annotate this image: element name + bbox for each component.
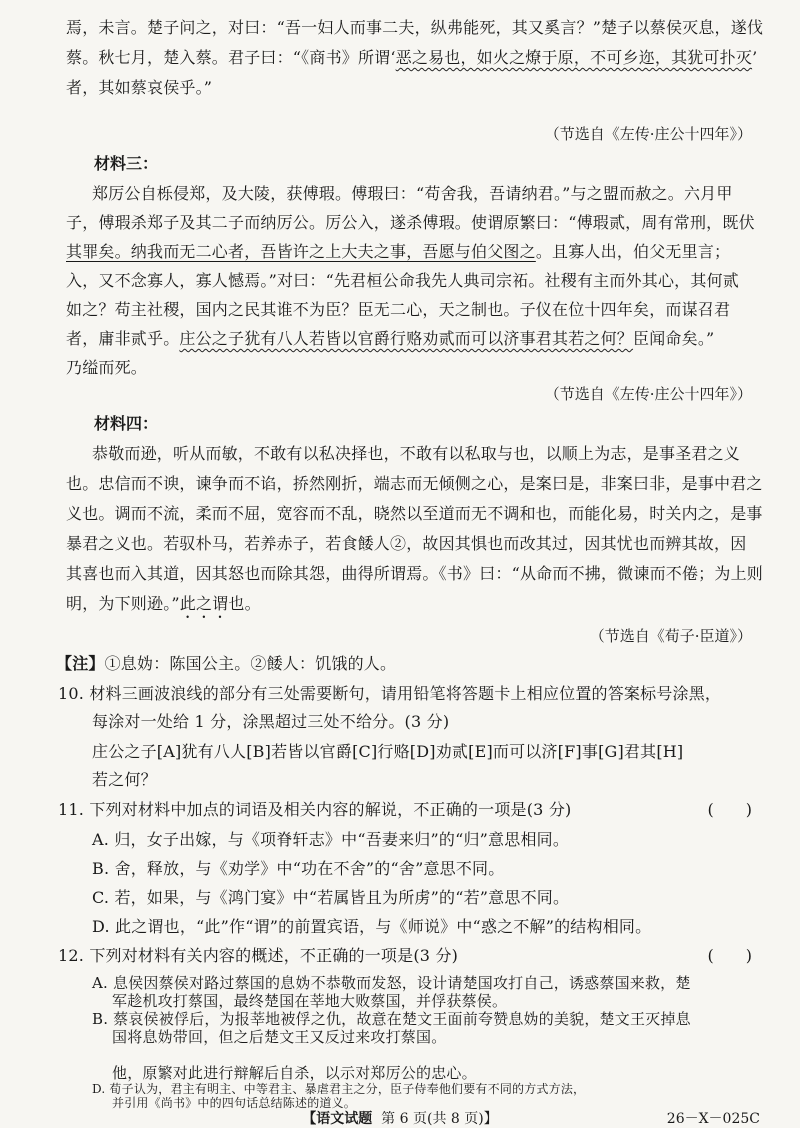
material-4-line-4: 暴君之义也。若驭朴马，若养赤子，若食餧人②，故因其惧也而改其过，因其忧也而辨其故，因 bbox=[66, 534, 747, 553]
question-12-option-c-cont: 他，原繁对此进行辩解后自杀，以示对郑厉公的忠心。 bbox=[112, 1064, 477, 1082]
material-4-line-6: 明，为下则逊。”此之谓也。 bbox=[66, 594, 261, 613]
wavy-underline-text: 恶之易也，如火之燎于原，不可乡迩，其犹可扑灭 bbox=[395, 48, 753, 67]
dotted-emphasis-text: 此之谓 bbox=[179, 594, 229, 613]
question-10-stem: 10. 材料三画波浪线的部分有三处需要断句，请用铅笔将答题卡上相应位置的答案标号涂黑， bbox=[58, 684, 722, 703]
passage-top-line-1: 焉，未言。楚子问之，对曰：“吾一妇人而事二夫，纵弗能死，其又奚言？”楚子以蔡侯灭息，遂伐 bbox=[66, 18, 764, 37]
underlined-sentence: 其罪矣。纳我而无二心者，吾皆许之上大夫之事，吾愿与伯父图之 bbox=[66, 242, 536, 261]
material-3-line-3: 其罪矣。纳我而无二心者，吾皆许之上大夫之事，吾愿与伯父图之。且寡人出，伯父无里言； bbox=[66, 242, 731, 261]
answer-paren[interactable]: ( ) bbox=[707, 946, 752, 965]
material-4-line-2: 也。忠信而不谀，谏争而不谄，挢然刚折，端志而无倾侧之心，是案曰是，非案曰非，是事中君之 bbox=[66, 474, 763, 493]
material-3-line-7: 乃缢而死。 bbox=[66, 358, 148, 377]
source-citation: （节选自《左传·庄公十四年》） bbox=[544, 125, 752, 143]
passage-top-line-3: 者，其如蔡哀侯乎。” bbox=[66, 78, 213, 97]
material-3-line-5: 如之？苟主社稷，国内之民其谁不为臣？臣无二心，天之制也。子仪在位十四年矣，而谋召君 bbox=[66, 300, 731, 319]
question-10-sentence: 庄公之子[A]犹有八人[B]若皆以官爵[C]行赂[D]劝贰[E]而可以济[F]事[G]君其[H] bbox=[92, 742, 684, 761]
source-citation: （节选自《荀子·臣道》） bbox=[589, 627, 752, 645]
question-11-option-a[interactable]: A. 归，女子出嫁，与《项脊轩志》中“吾妻来归”的“归”意思相同。 bbox=[92, 830, 570, 849]
footer-subject: 【语文试题 bbox=[302, 1111, 373, 1127]
footnotes: 【注】①息妫：陈国公主。②餧人：饥饿的人。 bbox=[56, 654, 397, 673]
footer-page-number: 第 6 页(共 8 页)】 bbox=[381, 1111, 498, 1127]
passage-top-line-2: 蔡。秋七月，楚入蔡。君子曰：“《商书》所谓‘恶之易也，如火之燎于原，不可乡迩，其犹可扑灭’ bbox=[66, 48, 758, 67]
question-10-sentence-cont: 若之何？ bbox=[92, 770, 157, 789]
question-12-option-b-cont: 国将息妫带回，但之后楚文王又反过来攻打蔡国。 bbox=[112, 1028, 447, 1046]
question-11-option-c[interactable]: C. 若，如果，与《鸿门宴》中“若属皆且为所虏”的“若”意思不同。 bbox=[92, 888, 570, 907]
material-4-line-1: 恭敬而逊，听从而敏，不敢有以私决择也，不敢有以私取与也，以顺上为志，是事圣君之义 bbox=[92, 444, 741, 463]
material-3-line-4: 入，又不念寡人，寡人憾焉。”对曰：“先君桓公命我先人典司宗祏。社稷有主而外其心，其何贰 bbox=[66, 271, 739, 290]
source-citation: （节选自《左传·庄公十四年》） bbox=[544, 385, 752, 403]
question-12-stem: 12. 下列对材料有关内容的概述，不正确的一项是(3 分) bbox=[58, 946, 459, 965]
question-12-option-b[interactable]: B. 蔡哀侯被俘后，为报莘地被俘之仇，故意在楚文王面前夸赞息妫的美貌，楚文王灭掉息 bbox=[92, 1010, 691, 1028]
question-12-option-d-cont: 并引用《尚书》中的四句话总结陈述的道义。 bbox=[112, 1096, 357, 1110]
material-4-heading: 材料四： bbox=[94, 414, 159, 433]
footer-code: 26－X－025C bbox=[666, 1111, 760, 1127]
question-12-option-d[interactable]: D. 荀子认为，君主有明主、中等君主、暴虐君主之分，臣子侍奉他们要有不同的方式方法， bbox=[92, 1082, 586, 1096]
wavy-underline-text: 庄公之子犹有八人若皆以官爵行赂劝贰而可以济事君其若之何？ bbox=[179, 329, 634, 348]
question-11-option-b[interactable]: B. 舍，释放，与《劝学》中“功在不舍”的“舍”意思不同。 bbox=[92, 859, 505, 878]
answer-paren[interactable]: ( ) bbox=[707, 800, 752, 819]
material-3-line-6: 者，庸非贰乎。庄公之子犹有八人若皆以官爵行赂劝贰而可以济事君其若之何？臣闻命矣。” bbox=[66, 329, 715, 348]
question-12-option-a[interactable]: A. 息侯因蔡侯对路过蔡国的息妫不恭敬而发怒，设计请楚国攻打自己，诱惑蔡国来救，楚 bbox=[92, 974, 691, 992]
material-4-line-3: 义也。调而不流，柔而不屈，宽容而不乱，晓然以至道而无不调和也，而能化易，时关内之，是事 bbox=[66, 504, 763, 523]
question-12-option-a-cont: 军趁机攻打蔡国，最终楚国在莘地大败蔡国，并俘获蔡侯。 bbox=[112, 992, 508, 1010]
material-3-line-2: 子，傅瑕杀郑子及其二子而纳厉公。厉公入，遂杀傅瑕。使谓原繁曰：“傅瑕贰，周有常刑，既伏 bbox=[66, 213, 755, 232]
question-11-option-d[interactable]: D. 此之谓也，“此”作“谓”的前置宾语，与《师说》中“惑之不解”的结构相同。 bbox=[92, 917, 652, 936]
material-4-line-5: 其喜也而入其道，因其怒也而除其怨，曲得所谓焉。《书》曰：“从命而不拂，微谏而不倦；为上则 bbox=[66, 564, 763, 583]
question-11-stem: 11. 下列对材料中加点的词语及相关内容的解说，不正确的一项是(3 分) bbox=[58, 800, 572, 819]
material-3-line-1: 郑厉公自栎侵郑，及大陵，获傅瑕。傅瑕曰：“苟舍我，吾请纳君。”与之盟而赦之。六月甲 bbox=[92, 184, 733, 203]
material-3-heading: 材料三： bbox=[94, 154, 159, 173]
question-10-stem-cont: 每涂对一处给 1 分，涂黑超过三处不给分。(3 分) bbox=[92, 712, 450, 731]
